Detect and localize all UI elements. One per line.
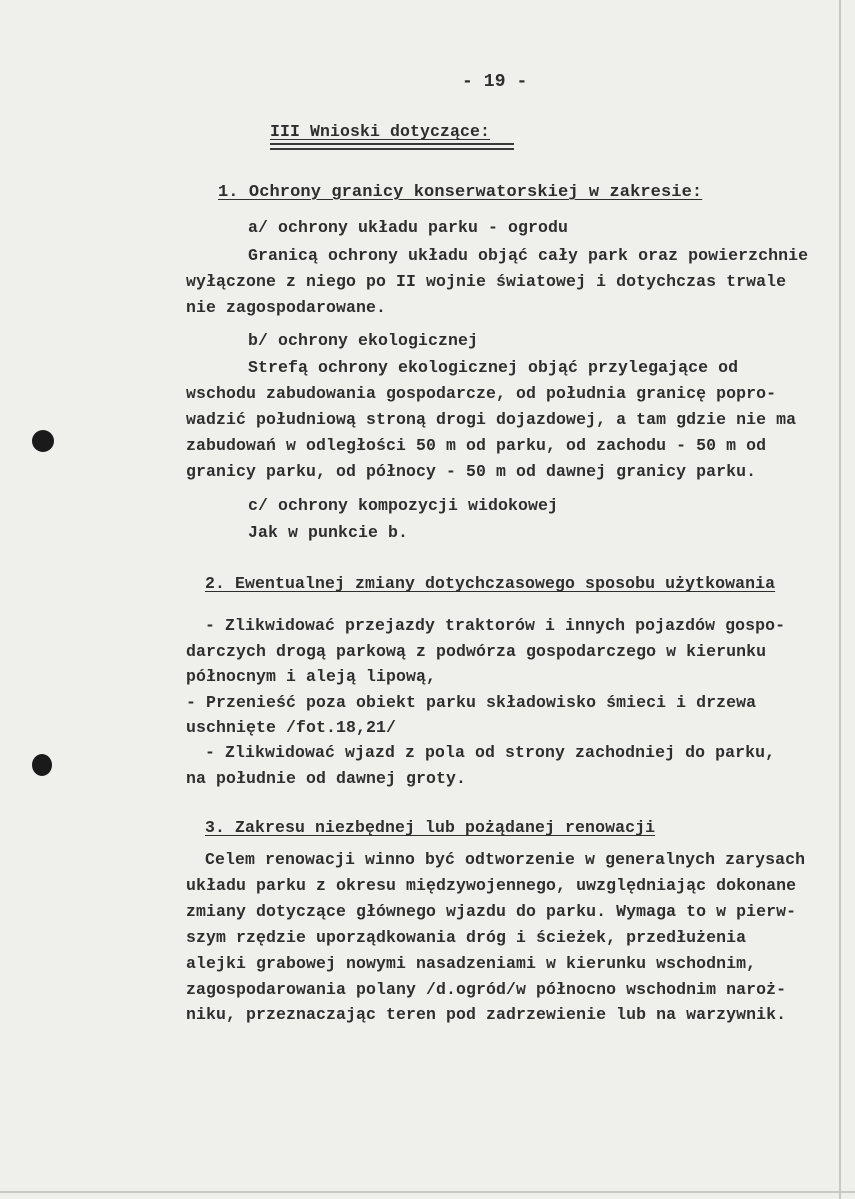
text-line: niku, przeznaczając teren pod zadrzewienie lub na warzywnik. [186, 1005, 787, 1024]
section-1-title: 1. Ochrony granicy konserwatorskiej w zakresie: [218, 183, 703, 202]
text-line: na południe od dawnej groty. [186, 769, 467, 788]
text-line: północnym i aleją lipową, [186, 667, 437, 686]
text-line: b/ ochrony ekologicznej [248, 331, 479, 350]
text-line: granicy parku, od północy - 50 m od dawnej granicy parku. [186, 462, 757, 481]
page-number: - 19 - [462, 72, 528, 92]
text-line: zmiany dotyczące głównego wjazdu do parku. Wymaga to w pierw- [186, 902, 797, 921]
text-line: wadzić południową stroną drogi dojazdowej, a tam gdzie nie ma [186, 410, 797, 429]
text-line: alejki grabowej nowymi nasadzeniami w kierunku wschodnim, [186, 954, 757, 973]
text-line: - Przenieść poza obiekt parku składowisko śmieci i drzewa [186, 693, 757, 712]
text-line: Granicą ochrony układu objąć cały park oraz powierzchnie [248, 246, 809, 265]
text-line: zabudowań w odległości 50 m od parku, od zachodu - 50 m od [186, 436, 767, 455]
text-line: wyłączone z niego po II wojnie światowej i dotychczas trwale [186, 272, 787, 291]
punch-hole-bottom [32, 754, 52, 776]
text-line: zagospodarowania polany /d.ogród/w północno wschodnim naroż- [186, 980, 787, 999]
text-line: c/ ochrony kompozycji widokowej [248, 496, 559, 515]
text-line: - Zlikwidować wjazd z pola od strony zachodniej do parku, [205, 743, 776, 762]
section-heading: III Wnioski dotyczące: [270, 122, 491, 141]
text-line: a/ ochrony układu parku - ogrodu [248, 218, 569, 237]
punch-hole-top [32, 430, 54, 452]
text-line: Celem renowacji winno być odtworzenie w generalnych zarysach [205, 850, 806, 869]
text-line: uschnięte /fot.18,21/ [186, 718, 397, 737]
text-line: wschodu zabudowania gospodarcze, od południa granicę popro- [186, 384, 777, 403]
section-2-title: 2. Ewentualnej zmiany dotychczasowego sposobu użytkowania [205, 574, 776, 593]
page-edge-bottom [0, 1191, 855, 1193]
text-line: Jak w punkcie b. [248, 523, 409, 542]
text-line: darczych drogą parkową z podwórza gospodarczego w kierunku [186, 642, 767, 661]
section-3-title: 3. Zakresu niezbędnej lub pożądanej renowacji [205, 818, 656, 837]
text-line: Strefą ochrony ekologicznej objąć przylegające od [248, 358, 739, 377]
text-line: - Zlikwidować przejazdy traktorów i innych pojazdów gospo- [205, 616, 786, 635]
text-line: nie zagospodarowane. [186, 298, 387, 317]
text-line: szym rzędzie uporządkowania dróg i ścieżek, przedłużenia [186, 928, 747, 947]
text-line: układu parku z okresu międzywojennego, uwzględniając dokonane [186, 876, 797, 895]
heading-double-underline [270, 143, 514, 154]
page-edge-right [839, 0, 841, 1199]
